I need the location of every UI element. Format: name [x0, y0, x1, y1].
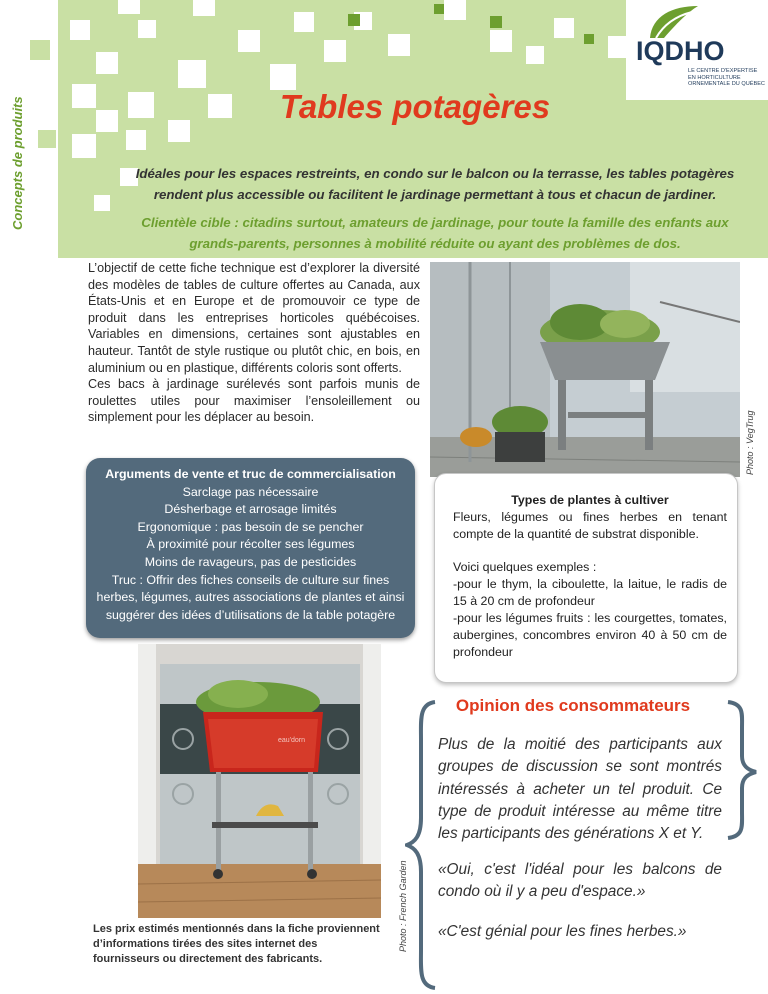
photo-credit: Photo : French Garden	[398, 860, 408, 952]
plant-types-heading: Types de plantes à cultiver	[511, 493, 669, 507]
example-item: -pour les légumes fruits : les courgettes, tomates, aubergines, concombres environ 40 à 50 cm de profondeur	[453, 611, 727, 659]
accent-square	[348, 14, 360, 26]
logo	[626, 0, 768, 100]
logo-tagline-line: EN HORTICULTURE	[688, 74, 741, 81]
accent-square	[490, 16, 502, 28]
plant-types-box	[434, 473, 738, 683]
logo-tagline-line: ORNEMENTALE DU QUÉBEC	[688, 81, 765, 88]
accent-square	[584, 34, 594, 44]
target-audience: Clientèle cible : citadins surtout, amateurs de jardinage, pour toute la famille des enfants aux grands-parents, personnes à mobilité réduite ou ayant des problèmes de dos.	[141, 215, 729, 251]
argument-item: À proximité pour récolter ses légumes	[146, 537, 355, 552]
photo-credit: Photo : VegTrug	[745, 410, 755, 475]
right-brace-icon	[724, 700, 758, 840]
consumer-quote: «Oui, c'est l'idéal pour les balcons de condo où il y a peu d'espace.»	[438, 861, 722, 901]
left-brace-icon	[405, 700, 439, 990]
objective-paragraph: Ces bacs à jardinage surélevés sont parfois munis de roulettes utiles pour maximiser l’ensoleillement ou simplement pour les déplacer au besoin.	[88, 377, 420, 425]
sales-arguments-heading: Arguments de vente et truc de commercialisation	[105, 467, 396, 481]
planter-brand: eau'dorn	[278, 737, 306, 744]
side-label: Concepts de produits	[10, 96, 25, 230]
balcony-photo	[430, 262, 740, 477]
logo-tagline-line: LE CENTRE D'EXPERTISE	[688, 68, 758, 74]
argument-item: Ergonomique : pas besoin de se pencher	[137, 519, 364, 534]
logo-tagline	[688, 68, 765, 88]
consumer-quote: «C'est génial pour les fines herbes.»	[438, 923, 687, 940]
examples-intro: Voici quelques exemples :	[453, 560, 597, 574]
left-margin	[0, 0, 58, 258]
argument-item: Sarclage pas nécessaire	[182, 484, 319, 499]
opinion-title: Opinion des consommateurs	[455, 696, 691, 715]
logo-name: IQDHO	[636, 36, 725, 66]
plant-types-text: Fleurs, légumes ou fines herbes en tenant compte de la quantité de substrat disponible.	[453, 510, 727, 541]
objective-text	[88, 260, 420, 426]
argument-item: Moins de ravageurs, pas de pesticides	[144, 554, 357, 569]
red-planter-photo	[138, 644, 381, 918]
opinion-body: Plus de la moitié des participants aux groupes de discussion se sont montrés intéressés à acheter un tel produit. Ce type de produit intéresse au même titre les participants des générations X et Y.	[438, 736, 722, 843]
page-title: Tables potagères	[279, 88, 551, 125]
accent-square	[434, 4, 444, 14]
sales-arguments-box	[86, 458, 415, 638]
example-item: -pour le thym, la ciboulette, la laitue, le radis de 15 à 20 cm de profondeur	[453, 577, 727, 608]
argument-item: Désherbage et arrosage limités	[164, 502, 337, 517]
argument-item: Truc : Offrir des fiches conseils de culture sur fines herbes, légumes, autres associations de plantes et ainsi suggérer des idées d’utilisations de la table potagère	[96, 572, 405, 622]
objective-paragraph: L’objectif de cette fiche technique est d’explorer la diversité des modèles de tables de culture offertes au Canada, aux États-Unis et en Europe et de promouvoir ce type de produit dans les entreprises horticoles québécoises. Variables en dimensions, certaines sont ajustables en hauteur. Tantôt de style rustique ou plutôt chic, en bois, en aluminium ou en plastique, différents coloris sont offerts.	[88, 261, 420, 375]
prices-note: Les prix estimés mentionnés dans la fiche proviennent d’informations tirées des sites internet des fournisseurs ou directement des fabricants.	[93, 923, 380, 965]
intro-text: Idéales pour les espaces restreints, en condo sur le balcon ou la terrasse, les tables potagères rendent plus accessible ou facilitent le jardinage permettant à tous et chacun de jardiner.	[135, 166, 735, 202]
